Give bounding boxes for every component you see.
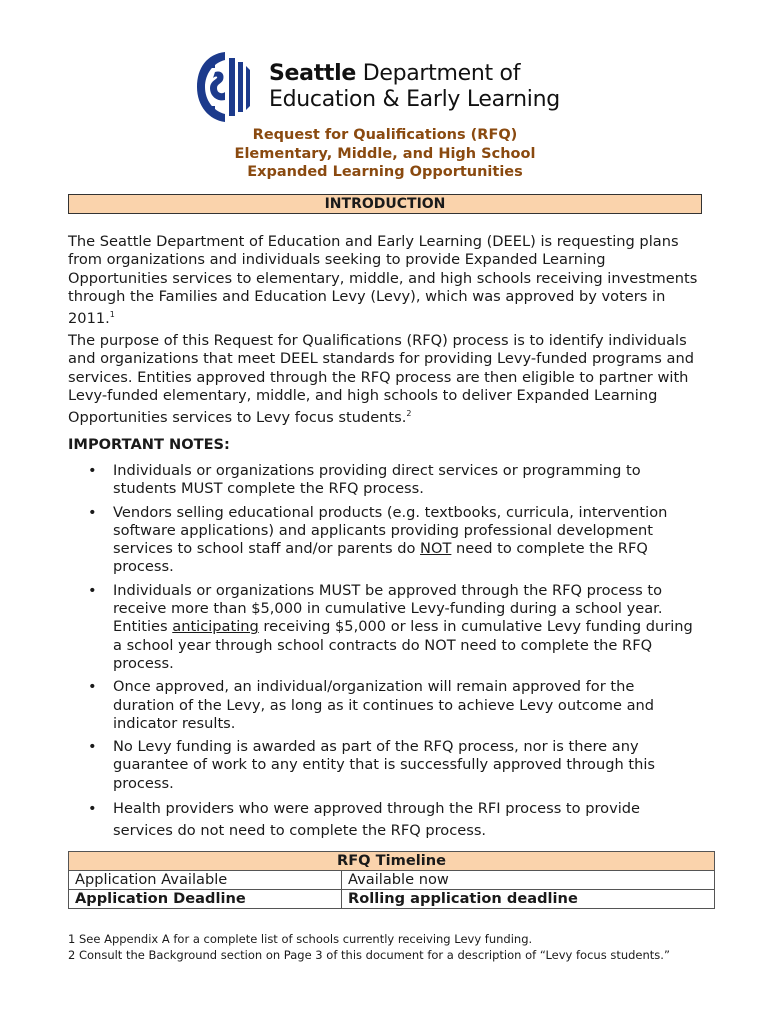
- list-item: [68, 504, 698, 577]
- title-line-1: Request for Qualifications (RFQ): [252, 127, 518, 143]
- intro-paragraph-1-text: The Seattle Department of Education and Early Learning (DEEL) is requesting plans from organizations and individuals seeking to provide Expanded Learning Opportunities services to elementary, middle, and high schools receiving investments through the Families and Education Levy (Levy), which was approved by voters in 2011.: [68, 233, 698, 328]
- bullet-icon: •: [88, 462, 97, 479]
- intro-paragraph-2-text: The purpose of this Request for Qualifications (RFQ) process is to identify individuals and organizations that meet DEEL standards for providing Levy-funded programs and services. Entities approved through the RFQ process are then eligible to partner with Levy-funded elementary, middle, and high schools to deliver Expanded Learning Opportunities services to Levy focus students.: [68, 332, 694, 427]
- footnotes: [68, 932, 688, 963]
- important-notes-list: [68, 462, 698, 847]
- footnote-1: 1 See Appendix A for a complete list of schools currently receiving Levy funding.: [68, 932, 533, 946]
- logo-department: Department of: [356, 61, 521, 86]
- important-notes-heading: IMPORTANT NOTES:: [68, 436, 230, 453]
- footnote-2: 2 Consult the Background section on Page 3 of this document for a description of “Levy focus students.”: [68, 947, 670, 962]
- list-item: [68, 798, 698, 842]
- note-text: Individuals or organizations providing direct services or programming to students MUST complete the RFQ process.: [113, 462, 641, 498]
- footnote-ref-2: 2: [406, 409, 412, 419]
- logo-line-1: [269, 61, 560, 87]
- table-header-row: [69, 852, 715, 871]
- table-cell-label: Application Available: [69, 871, 342, 890]
- bullet-icon: •: [88, 678, 97, 696]
- rfq-timeline-table: [68, 851, 715, 909]
- list-item: [68, 678, 698, 733]
- note-text: No Levy funding is awarded as part of the RFQ process, nor is there any guarantee of work to any entity that is successfully approved through this process.: [113, 738, 656, 792]
- note-text: need to complete the RFQ process.: [113, 540, 648, 576]
- bullet-icon: •: [88, 800, 97, 818]
- intro-paragraph-2: [68, 332, 708, 427]
- title-line-2: Elementary, Middle, and High School: [234, 145, 536, 162]
- title-line-3: Expanded Learning Opportunities: [247, 164, 523, 180]
- note-emphasis: anticipating: [172, 618, 259, 636]
- list-item: [68, 462, 698, 499]
- list-item: [68, 738, 698, 793]
- table-row: [69, 890, 715, 909]
- logo-line-2: Education & Early Learning: [269, 87, 560, 112]
- bullet-icon: •: [88, 503, 97, 521]
- table-cell-label: Application Deadline: [69, 890, 342, 909]
- note-text: Health providers who were approved through the RFI process to provide services do not need to complete the RFQ process.: [113, 800, 641, 840]
- table-cell-value: Rolling application deadline: [342, 890, 715, 909]
- list-item: [68, 582, 698, 673]
- note-text: Vendors selling educational products (e.g. textbooks, curricula, intervention software applications) and applicants providing professional development services to school staff and/or parents do: [113, 503, 668, 558]
- timeline-heading: RFQ Timeline: [69, 852, 715, 871]
- note-emphasis: NOT: [420, 540, 452, 558]
- seattle-logo-icon: [195, 50, 261, 124]
- department-logo: [195, 50, 560, 124]
- intro-paragraph-1: [68, 233, 708, 328]
- document-title: [0, 126, 770, 182]
- table-cell-value: Available now: [342, 871, 715, 890]
- introduction-heading: INTRODUCTION: [68, 194, 702, 214]
- logo-seattle: Seattle: [269, 61, 357, 86]
- bullet-icon: •: [88, 581, 97, 599]
- note-text: receiving $5,000 or less in cumulative Levy funding during a school year through school contracts do NOT need to complete the RFQ process.: [113, 618, 693, 672]
- note-text: Once approved, an individual/organization will remain approved for the duration of the Levy, as long as it continues to achieve Levy outcome and indicator results.: [113, 678, 655, 732]
- bullet-icon: •: [88, 738, 97, 756]
- note-text: Individuals or organizations MUST be approved through the RFQ process to receive more than $5,000 in cumulative Levy-funding during a school year. Entities: [113, 581, 663, 636]
- table-row: [69, 871, 715, 890]
- footnote-ref-1: 1: [109, 310, 115, 320]
